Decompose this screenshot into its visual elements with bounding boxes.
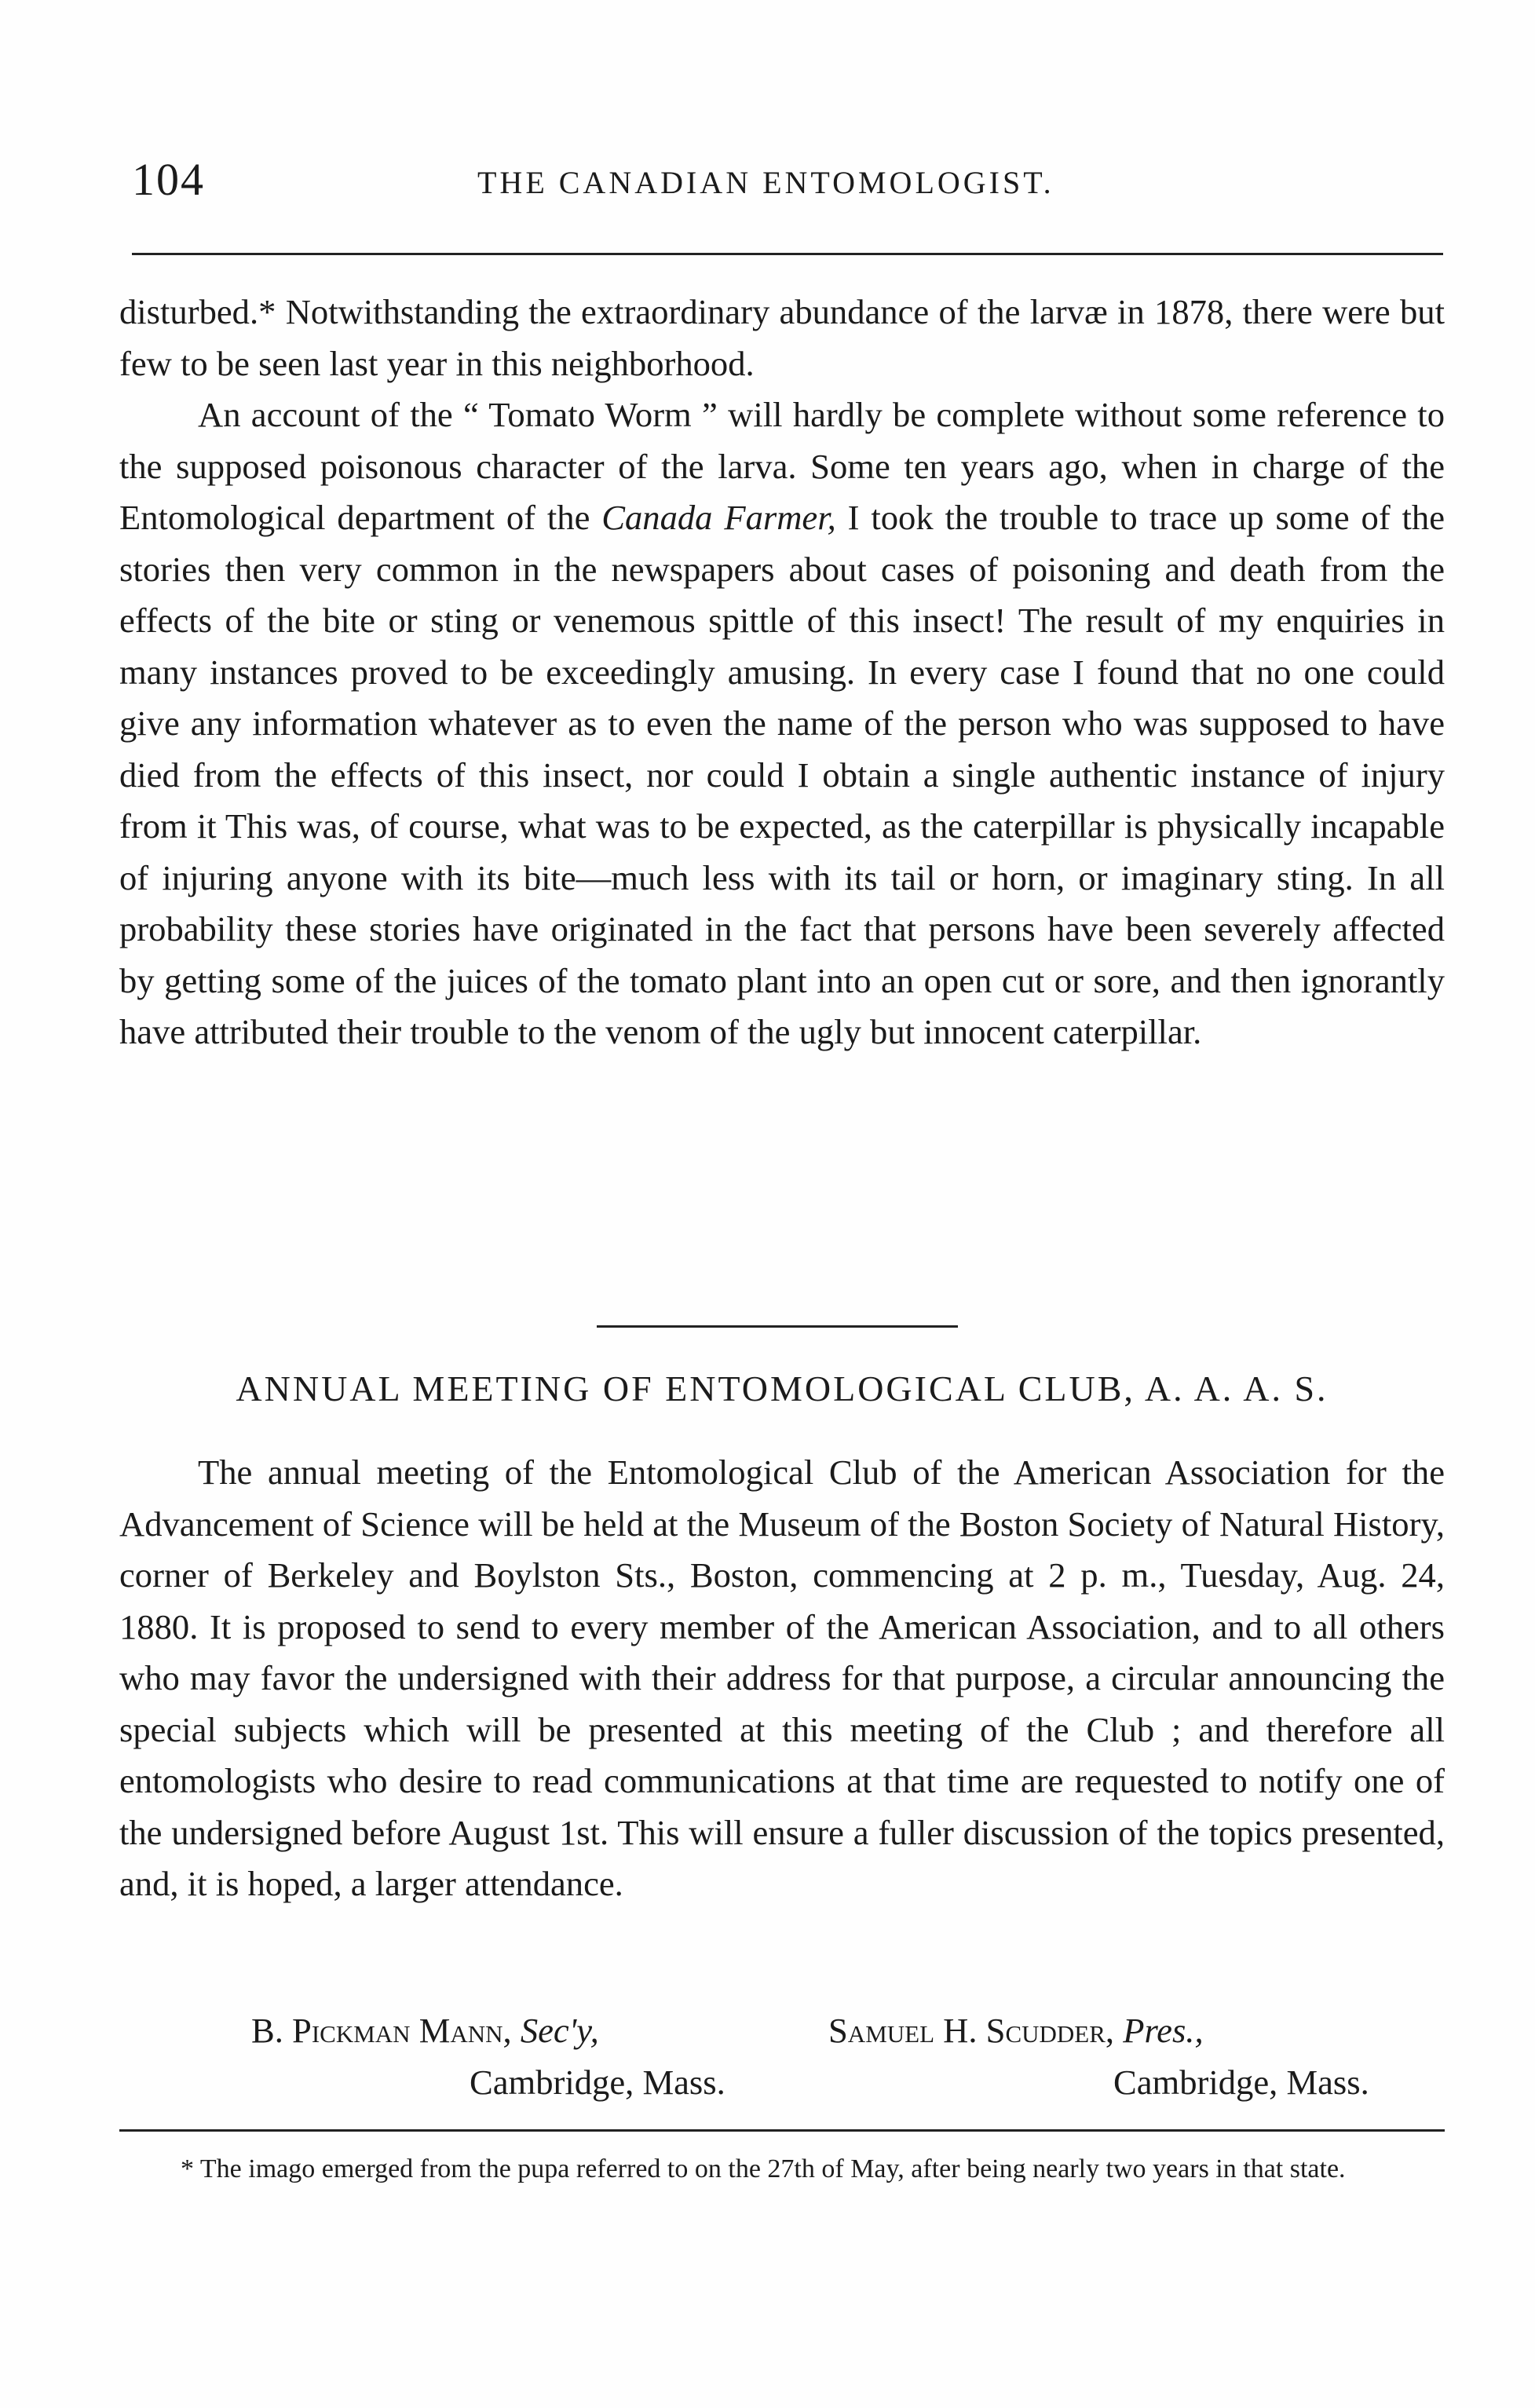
paragraph-2: [119, 389, 1445, 1058]
page-number: 104: [132, 154, 205, 205]
page-header: [132, 153, 1443, 216]
section-divider: [597, 1325, 958, 1328]
paragraph-2-end: I took the trouble to trace up some of the stories then very common in the newspapers about cases of poisoning and death from the effects of the bite or sting or venemous spittle of this insect! The result of my enquiries in many instances proved to be exceedingly amusing. In every case I found that no one could give any information whatever as to even the name of the person who was supposed to have died from the effects of this insect, nor could I obtain a single authentic instance of injury from it This was, of course, what was to be expected, as the caterpillar is physically incapable of injuring anyone with its bite—much less with its tail or horn, or imaginary sting. In all probability these stories have originated in the fact that persons have been severely affected by getting some of the juices of the tomato plant into an open cut or sore, and then ignorantly have attributed their trouble to the venom of the ugly but innocent caterpillar.: [119, 498, 1445, 1051]
president-place: Cambridge, Mass.: [1113, 2063, 1369, 2102]
president-title: Pres.,: [1123, 2011, 1204, 2050]
secretary-name: B. Pickman Mann,: [251, 2011, 512, 2050]
secretary-place: Cambridge, Mass.: [470, 2063, 725, 2102]
section-heading: ANNUAL MEETING OF ENTOMOLOGICAL CLUB, A. A. A. S.: [236, 1368, 1329, 1409]
paragraph-2-start: An account of the “ Tomato Worm ” will hardly be complete without some reference to the supposed poisonous character of the larva. Some ten years ago, when in charge of the Entomological department of the: [119, 395, 1445, 537]
publication-title: Canada Farmer,: [601, 498, 836, 537]
president-name: Samuel H. Scudder,: [828, 2011, 1115, 2050]
signature-president: [828, 2010, 1204, 2051]
signature-secretary: [251, 2010, 599, 2051]
header-rule: [132, 253, 1443, 255]
article-body: [119, 287, 1445, 1058]
footnote: [119, 2147, 1445, 2191]
footnote-rule: [119, 2129, 1445, 2132]
meeting-notice: [119, 1447, 1445, 1910]
footnote-text: * The imago emerged from the pupa referred to on the 27th of May, after being nearly two years in that state.: [181, 2154, 1346, 2183]
running-title: THE CANADIAN ENTOMOLOGIST.: [477, 165, 1054, 200]
secretary-title: Sec'y,: [520, 2011, 599, 2050]
notice-paragraph: The annual meeting of the Entomological Club of the American Association for the Advancement of Science will be held at the Museum of the Boston Society of Natural History, corner of Berkeley and Boylston Sts., Boston, commencing at 2 p. m., Tuesday, Aug. 24, 1880. It is proposed to send to every member of the American Association, and to all others who may favor the undersigned with their address for that purpose, a circular announcing the special subjects which will be presented at this meeting of the Club ; and therefore all entomologists who desire to read communications at that time are requested to notify one of the undersigned before August 1st. This will ensure a fuller discussion of the topics presented, and, it is hoped, a larger attendance.: [119, 1452, 1445, 1903]
paragraph-1: disturbed.* Notwithstanding the extraordinary abundance of the larvæ in 1878, there were but few to be seen last year in this neighborhood.: [119, 292, 1445, 383]
